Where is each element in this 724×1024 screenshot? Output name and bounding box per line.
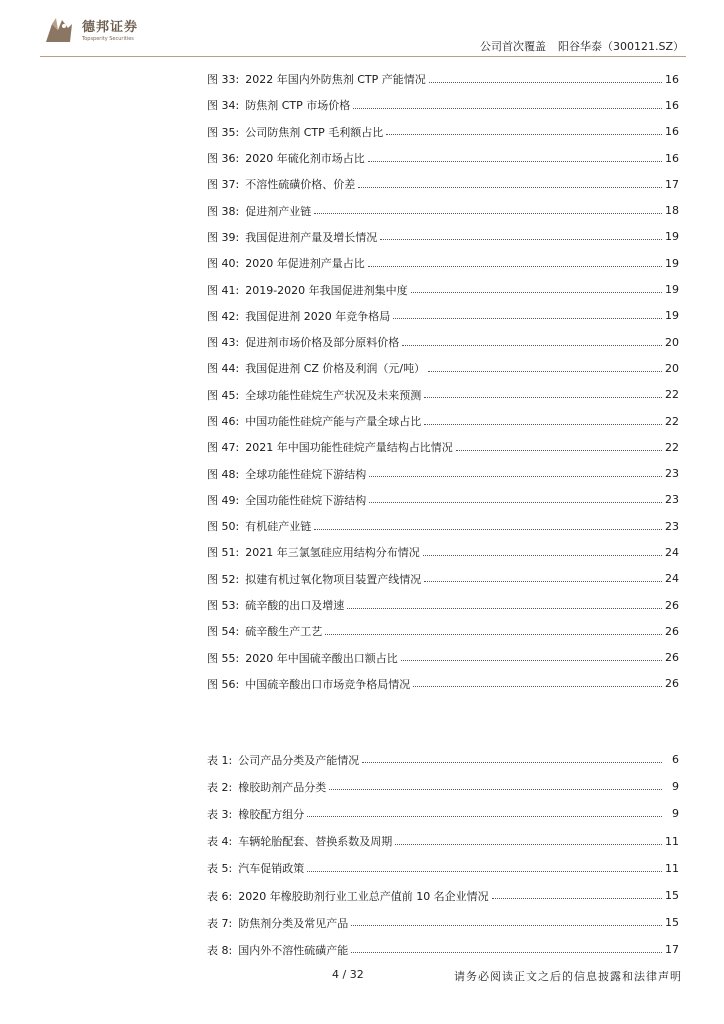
toc-title: 车辆轮胎配套、替换系数及周期 <box>238 835 393 849</box>
toc-title: 橡胶配方组分 <box>238 807 305 821</box>
toc-page-number: 17 <box>665 943 679 957</box>
toc-title: 全球功能性硅烷下游结构 <box>245 467 367 481</box>
toc-label: 表 8: <box>207 943 233 957</box>
figure-toc-entry[interactable] <box>207 92 679 118</box>
toc-title: 拟建有机过氧化物项目装置产线情况 <box>245 572 422 586</box>
toc-leader-dots <box>401 660 662 661</box>
toc-entry-text <box>207 387 421 403</box>
report-type: 公司首次覆盖 <box>479 40 546 53</box>
toc-label: 图 33: <box>207 73 240 87</box>
toc-leader-dots <box>429 82 662 83</box>
toc-leader-dots <box>456 450 662 451</box>
header-divider <box>40 56 686 57</box>
figure-toc-entry[interactable] <box>207 119 679 145</box>
toc-title: 2020 年促进剂产量占比 <box>245 257 365 271</box>
toc-leader-dots <box>386 134 662 135</box>
toc-entry-text <box>207 860 304 876</box>
toc-leader-dots <box>411 292 662 293</box>
figure-toc-entry[interactable] <box>207 197 679 223</box>
figure-toc-entry[interactable] <box>207 671 679 697</box>
toc-entry-text <box>207 360 425 376</box>
table-toc-entry[interactable] <box>207 855 679 882</box>
toc-page-number: 11 <box>665 834 679 848</box>
figure-toc-entry[interactable] <box>207 460 679 486</box>
toc-page-number: 18 <box>665 204 679 218</box>
toc-label: 图 48: <box>207 467 240 481</box>
toc-page-number: 19 <box>665 256 679 270</box>
toc-entry-text <box>207 203 311 219</box>
toc-entry-text <box>207 518 311 534</box>
toc-page-number: 23 <box>665 493 679 507</box>
toc-entry-text <box>207 752 359 768</box>
toc-leader-dots <box>393 318 662 319</box>
toc-label: 表 5: <box>207 862 233 876</box>
toc-title: 2020 年中国硫辛酸出口额占比 <box>245 651 398 665</box>
toc-label: 图 36: <box>207 152 240 166</box>
tables-toc-list <box>207 746 679 964</box>
figure-toc-entry[interactable] <box>207 66 679 92</box>
toc-title: 公司产品分类及产能情况 <box>238 753 360 767</box>
toc-page-number: 16 <box>665 72 679 86</box>
figure-toc-entry[interactable] <box>207 645 679 671</box>
toc-label: 表 2: <box>207 780 233 794</box>
toc-label: 图 34: <box>207 99 240 113</box>
toc-page-number: 19 <box>665 283 679 297</box>
toc-label: 图 38: <box>207 204 240 218</box>
toc-leader-dots <box>492 898 662 899</box>
figure-toc-entry[interactable] <box>207 224 679 250</box>
toc-label: 表 1: <box>207 753 233 767</box>
figure-toc-entry[interactable] <box>207 329 679 355</box>
toc-title: 全国功能性硅烷下游结构 <box>245 493 367 507</box>
toc-label: 图 39: <box>207 230 240 244</box>
toc-title: 汽车促销政策 <box>238 862 305 876</box>
toc-page-number: 24 <box>665 572 679 586</box>
toc-label: 图 54: <box>207 625 240 639</box>
toc-label: 图 42: <box>207 309 240 323</box>
toc-page-number: 19 <box>665 230 679 244</box>
toc-entry-text <box>207 308 390 324</box>
figure-toc-entry[interactable] <box>207 487 679 513</box>
toc-title: 公司防焦剂 CTP 毛利额占比 <box>245 125 384 139</box>
toc-label: 图 43: <box>207 336 240 350</box>
toc-leader-dots <box>369 476 662 477</box>
figure-toc-entry[interactable] <box>207 539 679 565</box>
toc-leader-dots <box>353 108 662 109</box>
toc-page-number: 23 <box>665 467 679 481</box>
toc-entry-text <box>207 255 365 271</box>
figure-toc-entry[interactable] <box>207 303 679 329</box>
figure-toc-entry[interactable] <box>207 592 679 618</box>
toc-leader-dots <box>424 424 662 425</box>
figure-toc-entry[interactable] <box>207 513 679 539</box>
toc-page-number: 17 <box>665 177 679 191</box>
toc-title: 我国促进剂 CZ 价格及利润（元/吨） <box>245 362 426 376</box>
toc-entry-text <box>207 571 421 587</box>
toc-page-number: 20 <box>665 335 679 349</box>
toc-leader-dots <box>368 266 662 267</box>
logo-text-en: Topsperity Securities <box>82 36 134 42</box>
toc-title: 国内外不溶性硫磺产能 <box>238 943 349 957</box>
toc-page-number: 11 <box>665 861 679 875</box>
toc-entry-text <box>207 833 392 849</box>
toc-title: 2020 年硫化剂市场占比 <box>245 152 365 166</box>
company-logo <box>42 14 172 48</box>
toc-label: 图 49: <box>207 493 240 507</box>
toc-leader-dots <box>395 844 662 845</box>
toc-leader-dots <box>368 161 662 162</box>
toc-entry-text <box>207 124 383 140</box>
toc-page-number: 9 <box>672 780 679 794</box>
toc-page-number: 22 <box>665 388 679 402</box>
toc-label: 表 6: <box>207 889 233 903</box>
toc-title: 硫辛酸的出口及增速 <box>245 599 345 613</box>
toc-leader-dots <box>428 371 662 372</box>
toc-leader-dots <box>314 213 662 214</box>
figure-toc-entry[interactable] <box>207 434 679 460</box>
toc-leader-dots <box>424 397 662 398</box>
company-ticker: 阳谷华泰（300121.SZ） <box>557 40 684 53</box>
table-toc-entry[interactable] <box>207 909 679 936</box>
toc-title: 不溶性硫磺价格、价差 <box>245 178 356 192</box>
toc-leader-dots <box>329 789 662 790</box>
toc-title: 我国促进剂 2020 年竞争格局 <box>245 309 391 323</box>
toc-title: 我国促进剂产量及增长情况 <box>245 230 378 244</box>
toc-label: 图 50: <box>207 520 240 534</box>
toc-label: 图 52: <box>207 572 240 586</box>
toc-entry-text <box>207 942 348 958</box>
toc-title: 2019-2020 年我国促进剂集中度 <box>245 283 408 297</box>
toc-entry-text <box>207 97 350 113</box>
toc-entry-text <box>207 806 304 822</box>
toc-page-number: 15 <box>665 889 679 903</box>
figure-toc-entry[interactable] <box>207 355 679 381</box>
toc-title: 防焦剂 CTP 市场价格 <box>245 99 351 113</box>
toc-title: 促进剂市场价格及部分原料价格 <box>245 336 400 350</box>
table-toc-entry[interactable] <box>207 828 679 855</box>
toc-label: 图 55: <box>207 651 240 665</box>
toc-label: 图 44: <box>207 362 240 376</box>
toc-leader-dots <box>358 187 662 188</box>
toc-entry-text <box>207 676 410 692</box>
figure-toc-entry[interactable] <box>207 145 679 171</box>
toc-leader-dots <box>347 608 662 609</box>
logo-mark-icon <box>42 14 76 48</box>
toc-page-number: 22 <box>665 414 679 428</box>
toc-entry-text <box>207 597 344 613</box>
toc-page-number: 15 <box>665 916 679 930</box>
toc-entry-text <box>207 779 326 795</box>
toc-entry-text <box>207 544 420 560</box>
table-toc-entry[interactable] <box>207 936 679 963</box>
toc-label: 图 35: <box>207 125 240 139</box>
toc-entry-text <box>207 888 489 904</box>
figure-toc-entry[interactable] <box>207 408 679 434</box>
toc-page-number: 6 <box>672 753 679 767</box>
page-number: 4 / 32 <box>332 968 364 981</box>
toc-page-number: 26 <box>665 624 679 638</box>
toc-leader-dots <box>380 239 662 240</box>
toc-leader-dots <box>423 555 662 556</box>
figure-toc-entry[interactable] <box>207 382 679 408</box>
page-header <box>0 0 724 60</box>
figure-toc-entry[interactable] <box>207 566 679 592</box>
toc-label: 图 37: <box>207 178 240 192</box>
toc-page-number: 22 <box>665 440 679 454</box>
toc-label: 图 45: <box>207 388 240 402</box>
toc-title: 橡胶助剂产品分类 <box>238 780 327 794</box>
toc-page-number: 26 <box>665 651 679 665</box>
logo-text-cn: 德邦证券 <box>82 20 139 35</box>
toc-title: 有机硅产业链 <box>245 520 312 534</box>
toc-leader-dots <box>402 345 662 346</box>
toc-entry-text <box>207 413 421 429</box>
toc-entry-text <box>207 229 377 245</box>
toc-leader-dots <box>424 581 662 582</box>
toc-entry-text <box>207 71 426 87</box>
toc-label: 图 56: <box>207 677 240 691</box>
toc-entry-text <box>207 176 355 192</box>
toc-page-number: 20 <box>665 361 679 375</box>
figures-toc-list <box>207 66 679 697</box>
toc-label: 图 47: <box>207 441 240 455</box>
toc-label: 表 7: <box>207 916 233 930</box>
toc-title: 防焦剂分类及常见产品 <box>238 916 349 930</box>
toc-page-number: 19 <box>665 309 679 323</box>
toc-entry-text <box>207 150 365 166</box>
toc-entry-text <box>207 334 399 350</box>
toc-page-number: 24 <box>665 545 679 559</box>
toc-leader-dots <box>362 762 662 763</box>
toc-label: 图 51: <box>207 546 240 560</box>
toc-leader-dots <box>325 634 662 635</box>
table-toc-entry[interactable] <box>207 773 679 800</box>
toc-label: 表 4: <box>207 835 233 849</box>
toc-label: 图 53: <box>207 599 240 613</box>
toc-page-number: 23 <box>665 519 679 533</box>
toc-entry-text <box>207 650 398 666</box>
toc-page-number: 16 <box>665 125 679 139</box>
toc-leader-dots <box>351 925 662 926</box>
figure-toc-entry[interactable] <box>207 250 679 276</box>
toc-leader-dots <box>307 816 662 817</box>
toc-page-number: 16 <box>665 98 679 112</box>
toc-label: 图 40: <box>207 257 240 271</box>
toc-leader-dots <box>307 871 662 872</box>
toc-title: 全球功能性硅烷生产状况及未来预测 <box>245 388 422 402</box>
toc-title: 中国功能性硅烷产能与产量全球占比 <box>245 415 422 428</box>
toc-entry-text <box>207 282 408 298</box>
figure-toc-entry[interactable] <box>207 276 679 302</box>
toc-entry-text <box>207 623 322 639</box>
figure-toc-entry[interactable] <box>207 171 679 197</box>
table-toc-entry[interactable] <box>207 882 679 909</box>
toc-label: 图 46: <box>207 415 240 428</box>
toc-leader-dots <box>351 952 662 953</box>
toc-entry-text <box>207 439 453 455</box>
disclaimer-text: 请务必阅读正文之后的信息披露和法律声明 <box>454 970 682 983</box>
toc-title: 2021 年中国功能性硅烷产量结构占比情况 <box>245 441 453 455</box>
toc-page-number: 16 <box>665 151 679 165</box>
toc-label: 表 3: <box>207 807 233 821</box>
toc-page-number: 26 <box>665 677 679 691</box>
toc-leader-dots <box>369 502 662 503</box>
figure-toc-entry[interactable] <box>207 618 679 644</box>
header-report-info <box>480 38 684 54</box>
toc-page-number: 26 <box>665 598 679 612</box>
toc-entry-text <box>207 492 366 508</box>
toc-title: 中国硫辛酸出口市场竞争格局情况 <box>245 677 411 691</box>
toc-label: 图 41: <box>207 283 240 297</box>
table-toc-entry[interactable] <box>207 800 679 827</box>
toc-title: 促进剂产业链 <box>245 204 312 218</box>
toc-title: 2021 年三氯氢硅应用结构分布情况 <box>245 546 420 560</box>
toc-leader-dots <box>314 529 662 530</box>
toc-page-number: 9 <box>672 807 679 821</box>
toc-leader-dots <box>413 686 662 687</box>
toc-title: 硫辛酸生产工艺 <box>245 625 323 639</box>
toc-entry-text <box>207 466 366 482</box>
toc-title: 2020 年橡胶助剂行业工业总产值前 10 名企业情况 <box>238 889 489 903</box>
toc-title: 2022 年国内外防焦剂 CTP 产能情况 <box>245 73 426 87</box>
toc-entry-text <box>207 915 348 931</box>
table-toc-entry[interactable] <box>207 746 679 773</box>
